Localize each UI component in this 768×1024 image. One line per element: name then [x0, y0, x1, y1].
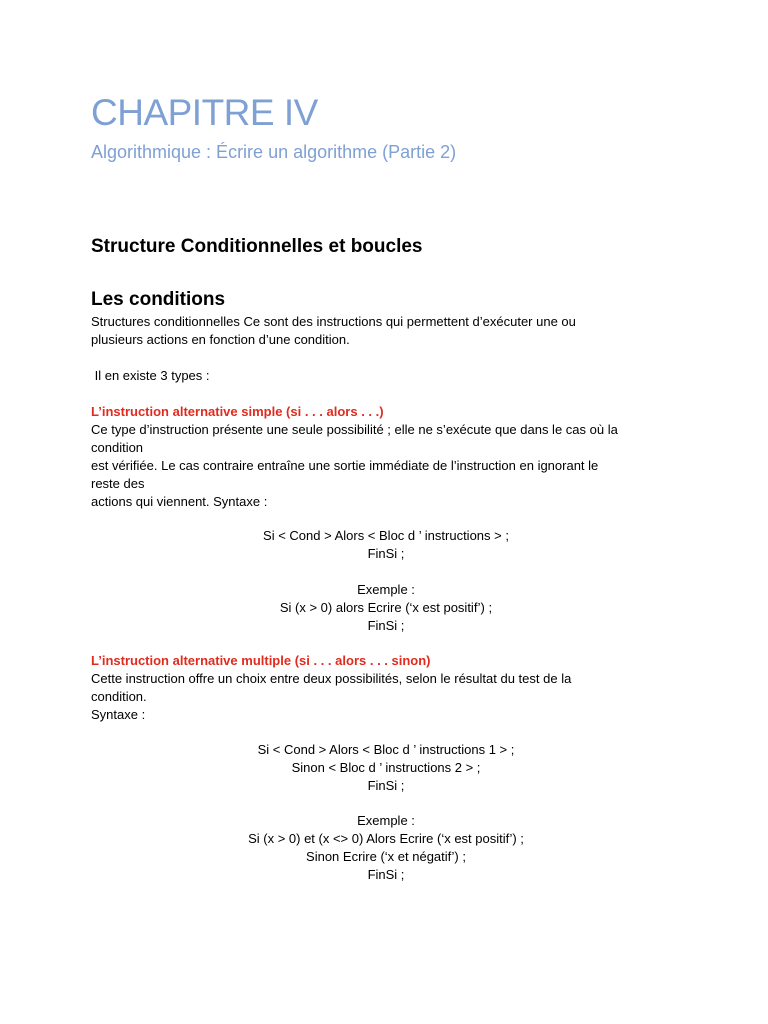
simple-text-line: condition — [91, 440, 144, 455]
syntax-line: Sinon < Bloc d ’ instructions 2 > ; — [291, 760, 481, 775]
section-title: Structure Conditionnelles et boucles — [91, 236, 423, 257]
simple-syntax-block — [91, 527, 681, 563]
example-line: Si (x > 0) et (x <> 0) Alors Ecrire (‘x est positif’) ; — [248, 831, 524, 846]
syntax-line: Si < Cond > Alors < Bloc d ’ instructions 1 > ; — [257, 742, 515, 757]
intro-line: Structures conditionnelles Ce sont des instructions qui permettent d’exécuter une ou — [91, 314, 576, 329]
subsection-title: Les conditions — [91, 289, 226, 310]
multiple-syntax-block — [91, 741, 681, 795]
multiple-text-line: Cette instruction offre un choix entre deux possibilités, selon le résultat du test de la — [91, 671, 572, 686]
multiple-example-block — [91, 812, 681, 884]
multiple-text-line: Syntaxe : — [91, 707, 146, 722]
example-line: FinSi ; — [367, 618, 405, 633]
chapter-subtitle: Algorithmique : Écrire un algorithme (Partie 2) — [91, 142, 457, 162]
simple-section — [91, 403, 681, 511]
syntax-line: Si < Cond > Alors < Bloc d ’ instructions > ; — [263, 528, 509, 543]
intro-paragraph — [91, 313, 681, 349]
example-line: Exemple : — [357, 582, 415, 597]
example-line: Si (x > 0) alors Ecrire (‘x est positif’) ; — [279, 600, 493, 615]
simple-example-block — [91, 581, 681, 635]
simple-text-line: est vérifiée. Le cas contraire entraîne une sortie immédiate de l’instruction en ignorant le — [91, 458, 599, 473]
syntax-line: FinSi ; — [367, 546, 405, 561]
example-line: Exemple : — [357, 813, 415, 828]
multiple-text-line: condition. — [91, 689, 147, 704]
multiple-heading: L’instruction alternative multiple (si . . . alors . . . sinon) — [91, 653, 431, 668]
example-line: Sinon Ecrire (‘x et négatif’) ; — [306, 849, 466, 864]
simple-heading: L’instruction alternative simple (si . . . alors . . .) — [91, 404, 384, 419]
simple-text-line: actions qui viennent. Syntaxe : — [91, 494, 268, 509]
multiple-section — [91, 652, 681, 724]
types-paragraph — [91, 367, 681, 385]
example-line: FinSi ; — [367, 867, 405, 882]
types-line: Il en existe 3 types : — [91, 368, 210, 383]
intro-line: plusieurs actions en fonction d’une condition. — [91, 332, 350, 347]
simple-text-line: Ce type d’instruction présente une seule possibilité ; elle ne s’exécute que dans le cas où la — [91, 422, 618, 437]
simple-text-line: reste des — [91, 476, 145, 491]
chapter-title: CHAPITRE IV — [91, 92, 318, 133]
syntax-line: FinSi ; — [367, 778, 405, 793]
